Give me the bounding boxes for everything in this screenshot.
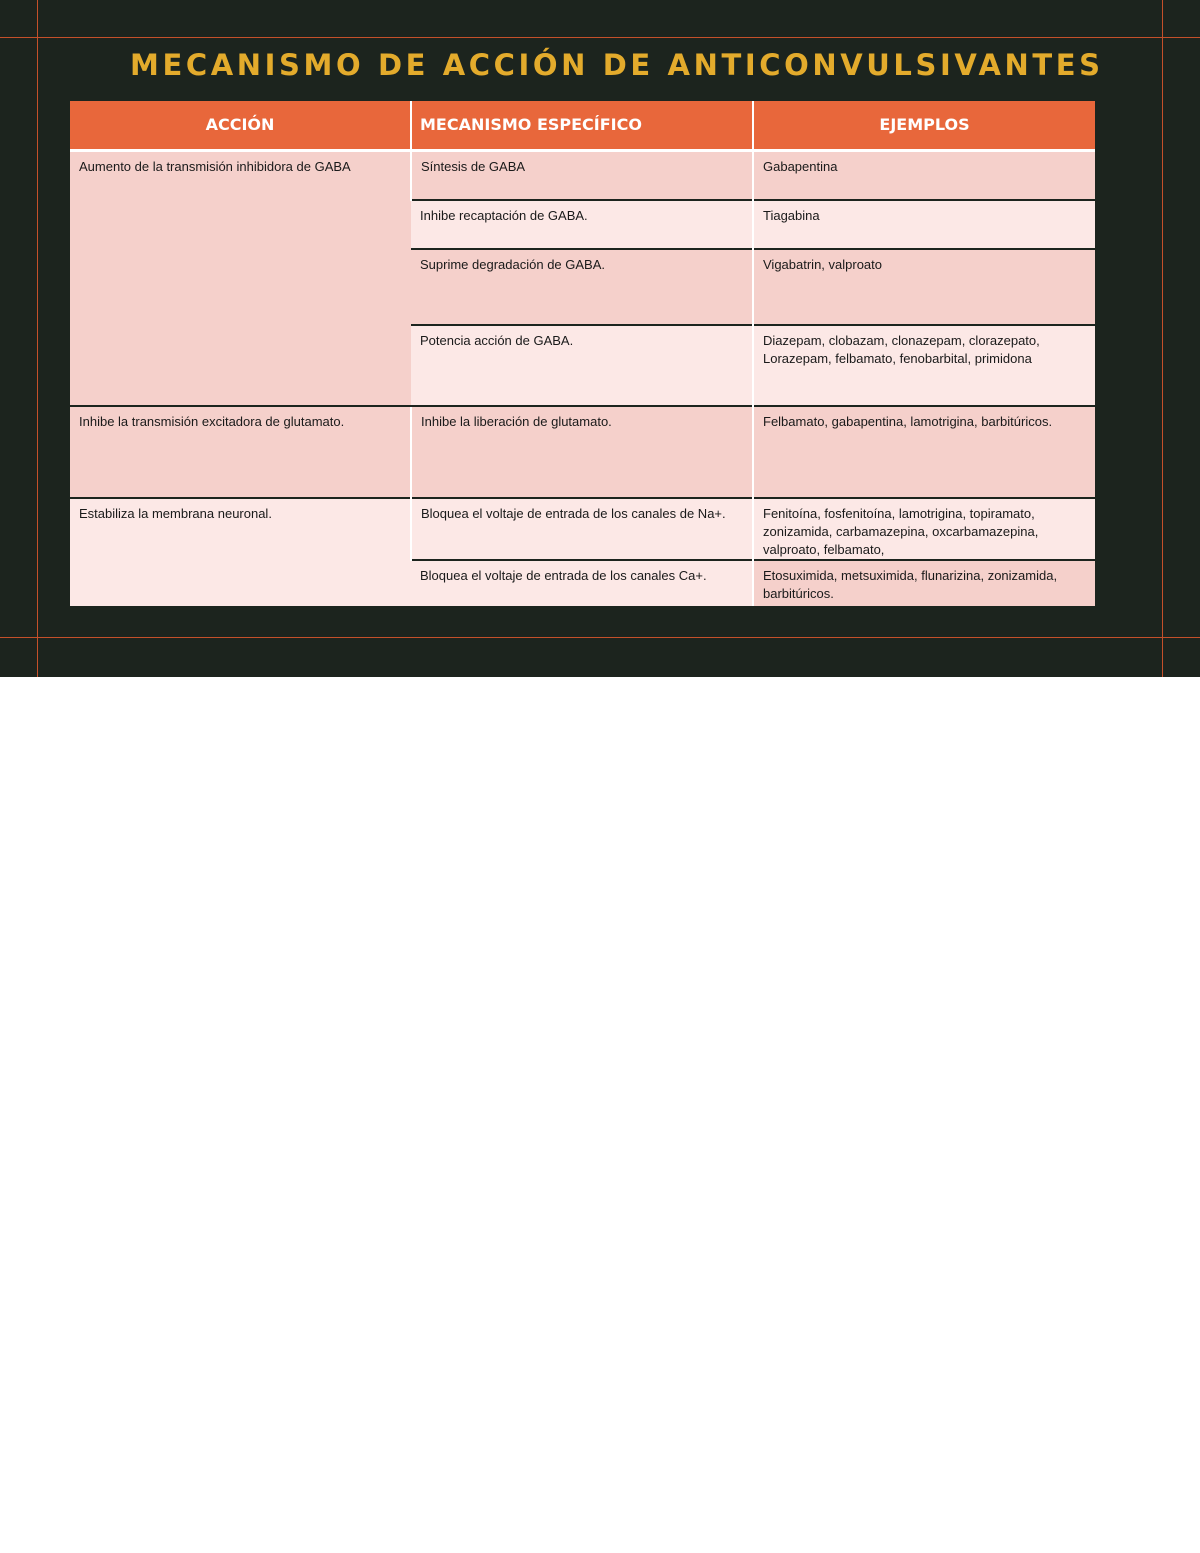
examples-cell: Fenitoína, fosfenitoína, lamotrigina, topiramato, zonizamida, carbamazepina, oxcarbamazepina, valproato, felbamato, bbox=[753, 498, 1095, 560]
table-header-row bbox=[70, 101, 1095, 150]
header-ejemplos: EJEMPLOS bbox=[753, 101, 1095, 150]
page-title: MECANISMO DE ACCIÓN DE ANTICONVULSIVANTES bbox=[130, 48, 1104, 82]
mechanism-cell: Bloquea el voltaje de entrada de los canales de Na+. bbox=[411, 498, 753, 560]
mechanism-cell: Inhibe la liberación de glutamato. bbox=[411, 406, 753, 498]
examples-cell: Tiagabina bbox=[753, 200, 1095, 249]
mechanism-cell: Suprime degradación de GABA. bbox=[411, 249, 753, 325]
guide-line-right bbox=[1162, 0, 1163, 677]
guide-line-top bbox=[0, 37, 1200, 38]
table-row bbox=[70, 498, 1095, 560]
examples-cell: Etosuximida, metsuximida, flunarizina, zonizamida, barbitúricos. bbox=[753, 560, 1095, 606]
action-cell: Inhibe la transmisión excitadora de glutamato. bbox=[70, 406, 411, 498]
slide bbox=[0, 0, 1200, 677]
mechanism-cell: Síntesis de GABA bbox=[411, 150, 753, 200]
examples-cell: Gabapentina bbox=[753, 150, 1095, 200]
mechanism-cell: Inhibe recaptación de GABA. bbox=[411, 200, 753, 249]
examples-cell: Vigabatrin, valproato bbox=[753, 249, 1095, 325]
mechanism-cell: Potencia acción de GABA. bbox=[411, 325, 753, 406]
guide-line-left bbox=[37, 0, 38, 677]
header-mecanismo: MECANISMO ESPECÍFICO bbox=[411, 101, 753, 150]
table-row bbox=[70, 150, 1095, 200]
header-accion: ACCIÓN bbox=[70, 101, 411, 150]
action-cell: Estabiliza la membrana neuronal. bbox=[70, 498, 411, 606]
mechanism-table bbox=[70, 101, 1095, 606]
guide-line-bottom bbox=[0, 637, 1200, 638]
table-row bbox=[70, 406, 1095, 498]
action-cell: Aumento de la transmisión inhibidora de GABA bbox=[70, 150, 411, 406]
mechanism-cell: Bloquea el voltaje de entrada de los canales Ca+. bbox=[411, 560, 753, 606]
examples-cell: Felbamato, gabapentina, lamotrigina, barbitúricos. bbox=[753, 406, 1095, 498]
examples-cell: Diazepam, clobazam, clonazepam, clorazepato, Lorazepam, felbamato, fenobarbital, primidona bbox=[753, 325, 1095, 406]
